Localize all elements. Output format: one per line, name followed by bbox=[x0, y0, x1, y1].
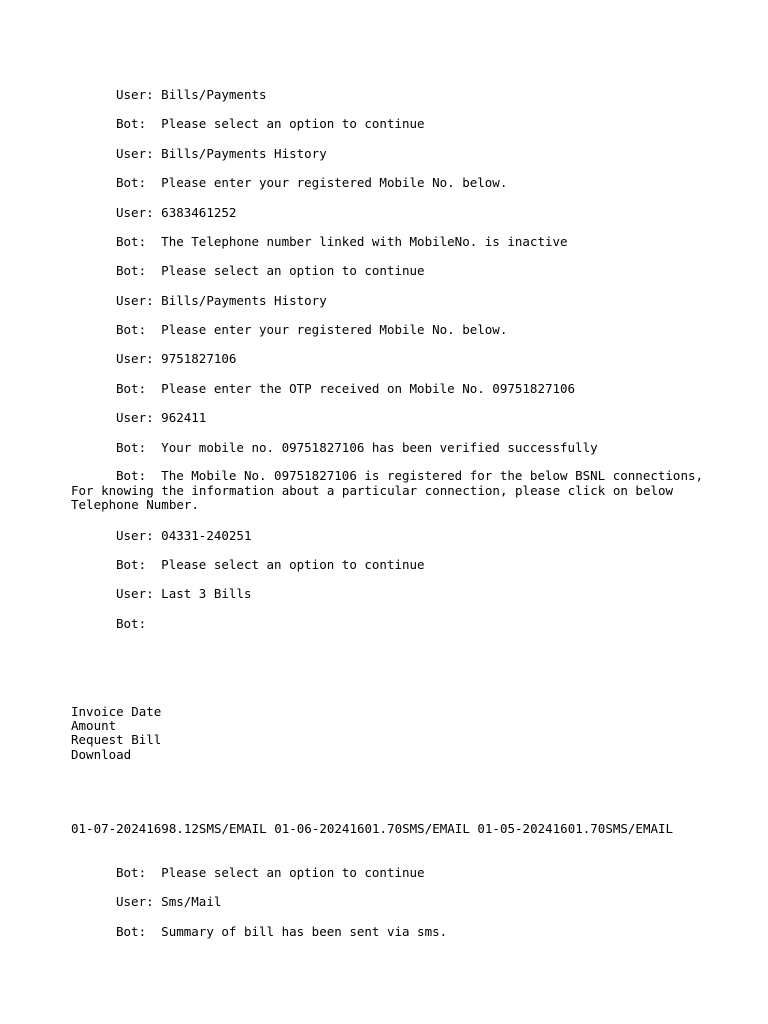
speaker-label: User: bbox=[116, 894, 154, 909]
message-text: 962411 bbox=[161, 410, 207, 425]
chat-message-user bbox=[116, 528, 251, 543]
message-text: Bills/Payments bbox=[161, 87, 267, 102]
bills-table-rows: 01-07-20241698.12SMS/EMAIL 01-06-20241601.70SMS/EMAIL 01-05-20241601.70SMS/EMAIL bbox=[71, 821, 674, 836]
speaker-label: Bot: bbox=[116, 322, 154, 337]
chat-message-bot bbox=[116, 322, 507, 337]
message-text: Please enter your registered Mobile No. below. bbox=[161, 322, 508, 337]
chat-message-user bbox=[116, 205, 236, 220]
chat-message-bot bbox=[116, 557, 425, 572]
speaker-label: Bot: bbox=[116, 175, 154, 190]
speaker-label: Bot: bbox=[116, 468, 154, 483]
chat-message-user bbox=[116, 87, 267, 102]
message-text: The Telephone number linked with MobileNo. is inactive bbox=[161, 234, 568, 249]
message-text: Your mobile no. 09751827106 has been verified successfully bbox=[161, 440, 598, 455]
message-text: Bills/Payments History bbox=[161, 146, 327, 161]
message-text: Please select an option to continue bbox=[161, 865, 425, 880]
chat-message-user bbox=[116, 351, 236, 366]
chat-message-bot bbox=[116, 116, 425, 131]
message-text: Please enter the OTP received on Mobile No. 09751827106 bbox=[161, 381, 576, 396]
chat-message-user bbox=[116, 146, 327, 161]
speaker-label: User: bbox=[116, 293, 154, 308]
speaker-label: Bot: bbox=[116, 557, 154, 572]
speaker-label: User: bbox=[116, 205, 154, 220]
speaker-label: Bot: bbox=[116, 865, 154, 880]
chat-message-bot bbox=[116, 865, 425, 880]
chat-message-bot bbox=[116, 381, 575, 396]
chat-message-bot bbox=[116, 263, 425, 278]
chat-message-user bbox=[116, 410, 206, 425]
message-text: Please enter your registered Mobile No. below. bbox=[161, 175, 508, 190]
chat-message-bot bbox=[116, 234, 568, 249]
speaker-label: User: bbox=[116, 586, 154, 601]
speaker-label: Bot: bbox=[116, 616, 154, 631]
speaker-label: User: bbox=[116, 146, 154, 161]
speaker-label: User: bbox=[116, 410, 154, 425]
chat-message-bot bbox=[116, 616, 161, 631]
chat-message-user bbox=[116, 586, 251, 601]
chat-message-bot bbox=[116, 175, 507, 190]
message-text: Bills/Payments History bbox=[161, 293, 327, 308]
speaker-label: Bot: bbox=[116, 381, 154, 396]
table-header-amount: Amount bbox=[71, 718, 117, 733]
message-text: 9751827106 bbox=[161, 351, 237, 366]
speaker-label: Bot: bbox=[116, 440, 154, 455]
speaker-label: User: bbox=[116, 528, 154, 543]
speaker-label: User: bbox=[116, 87, 154, 102]
message-text: Sms/Mail bbox=[161, 894, 222, 909]
speaker-label: Bot: bbox=[116, 263, 154, 278]
message-text: 04331-240251 bbox=[161, 528, 252, 543]
message-text: 6383461252 bbox=[161, 205, 237, 220]
chat-message-bot bbox=[71, 469, 711, 513]
chat-message-bot bbox=[116, 440, 598, 455]
speaker-label: User: bbox=[116, 351, 154, 366]
message-text: The Mobile No. 09751827106 is registered for the below BSNL connections, For knowing the information about a particular connection, please click on below Telephone Number. bbox=[71, 468, 704, 512]
speaker-label: Bot: bbox=[116, 116, 154, 131]
chat-message-user bbox=[116, 894, 221, 909]
table-header-invoice-date: Invoice Date bbox=[71, 704, 162, 719]
message-text: Please select an option to continue bbox=[161, 263, 425, 278]
chat-message-bot bbox=[116, 924, 447, 939]
message-text: Please select an option to continue bbox=[161, 557, 425, 572]
chat-message-user bbox=[116, 293, 327, 308]
table-header-request-bill: Request Bill bbox=[71, 732, 162, 747]
speaker-label: Bot: bbox=[116, 924, 154, 939]
message-text: Summary of bill has been sent via sms. bbox=[161, 924, 448, 939]
message-text: Please select an option to continue bbox=[161, 116, 425, 131]
message-text: Last 3 Bills bbox=[161, 586, 252, 601]
speaker-label: Bot: bbox=[116, 234, 154, 249]
table-header-download: Download bbox=[71, 747, 132, 762]
